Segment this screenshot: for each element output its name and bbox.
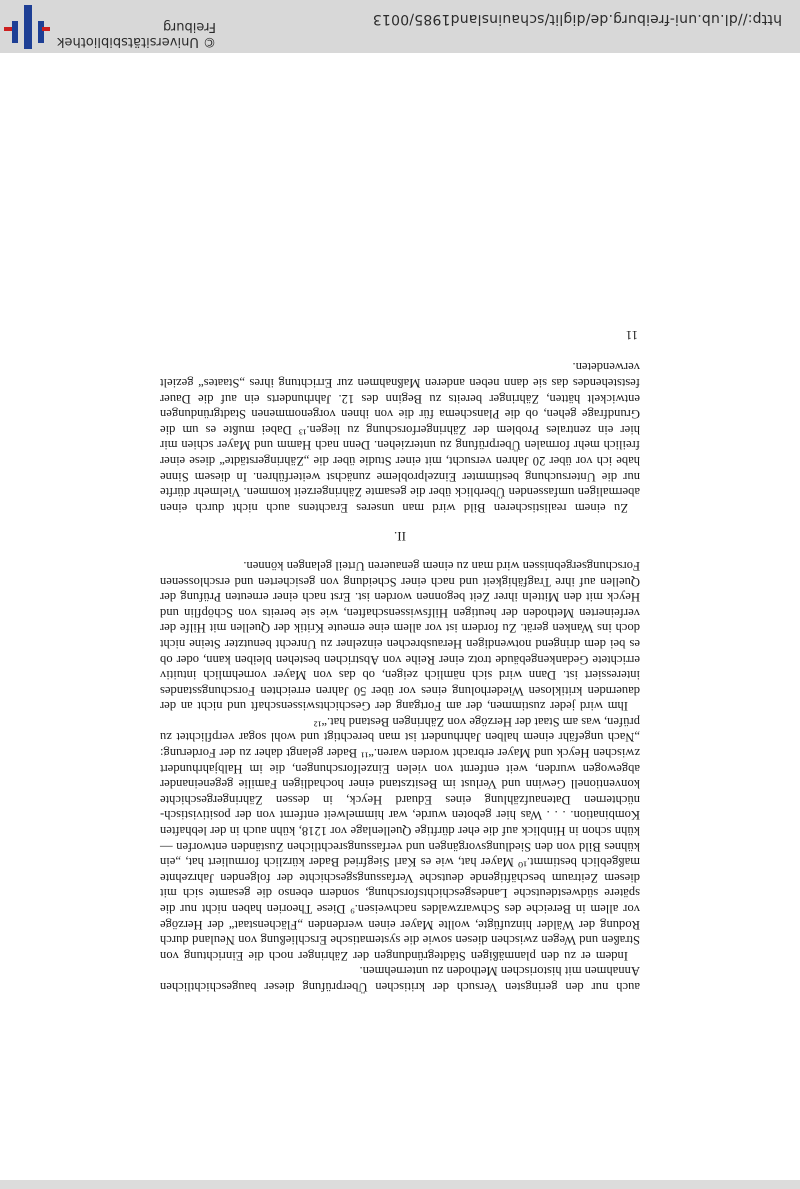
- copyright-notice: © Universitätsbibliothek Freiburg: [56, 19, 216, 49]
- permalink-url[interactable]: http://dl.ub.uni-freiburg.de/diglit/schauinsland1985/0013: [372, 11, 782, 27]
- paragraph-1: auch nur den geringsten Versuch der kritischen Überprüfung dieser baugeschichtlichen Annahmen mit historischen Methoden zu unternehmen.: [160, 964, 640, 994]
- footer-band: [0, 0, 800, 53]
- paragraph-3: Ihm wird jeder zustimmen, der am Fortgang der Geschichtswissenschaft und nicht an der dauernden kritiklosen Wiederholung eines vor über 50 Jahren erreichten Forschungsstandes interessiert ist. Dann wird sich nämlich zeigen, ob das von Mayer vornehmlich intuitiv errichtete Gedankengebäude trotz einer Reihe von Abstrichen bestehen bleiben kann, oder ob es bei dem dringend notwendigen Herausbrechen einzelner zu Unrecht benutzter Steine nicht doch ins Wanken gerät. Zu fordern ist vor allem eine erneute Kritik der Quellen mit Hilfe der verfeinerten Methoden der heutigen Hilfswissenschaften, wie sie bereits von Schöpflin und Heyck mit den Mitteln ihrer Zeit begonnen worden ist. Erst nach einer erneuten Prüfung der Quellen auf ihre Tragfähigkeit und nach einer Scheidung von gesicherten und erschlossenen Forschungsergebnissen wird man zu einem genaueren Urteil gelangen können.: [160, 558, 640, 714]
- section-heading: II.: [394, 529, 406, 545]
- document-page: [160, 326, 640, 994]
- page-number: 11: [625, 327, 638, 342]
- paragraph-2: Indem er zu den planmäßigen Städtegründungen der Zähringer noch die Einrichtung von Straßen und Wegen zwischen diesen sowie die systematische Erschließung von Neuland durch Rodung der Wälder hinzufügte, wollte Mayer einen werdenden „Flächenstaat“ der Herzöge vor allem in Bereiche des Schwarzwaldes nachweisen.⁹ Diese Theorien haben nicht nur die spätere südwestdeutsche Landesgeschichtsforschung, sondern ebenso die gesamte sich mit diesem Zeitraum beschäftigende deutsche Verfassungsgeschichte der folgenden Jahrzehnte maßgeblich bestimmt.¹⁰ Mayer hat, wie es Karl Siegfried Bader kürzlich formuliert hat, „ein kühnes Bild von den Siedlungsvorgängen und verfassungsrechtlichen Zuständen entworfen — kühn schon in Hinblick auf die eher dürftige Quellenlage vor 1218, kühn auch in der lebhaften Kombination. . . . Was hier geboten wurde, war himmelweit entfernt von der positivistisch-nüchternen Datenaufzählung eines Eduard Heyck, in dessen Zähringergeschichte konventionell Gewinn und Verlust im Besitzstand einer hochadligen Familie gegeneinander abgewogen wurden, weit entfernt von vielen Einzelforschungen, die im Halbjahrhundert zwischen Heyck und Mayer erbracht worden waren.“¹¹ Bader gelangt daher zu der Forderung: „Nach ungefähr einem halben Jahrhundert ist man berechtigt und wohl sogar verpflichtet zu prüfen, was am Staat der Herzöge von Zähringen Bestand hat.“¹²: [160, 714, 640, 963]
- scanner-edge-strip: [0, 1180, 800, 1189]
- university-library-logo-icon: [4, 5, 50, 49]
- paragraph-4: Zu einem realistischeren Bild wird man unseres Erachtens auch nicht durch einen abermaligen umfassenden Überblick über die gesamte Zähringerzeit kommen. Vielmehr dürfte nur die Untersuchung bestimmter Einzelprobleme zunächst weiterführen. In diesem Sinne habe ich vor über 20 Jahren versucht, mit einer Studie über die „Zähringerstädte“ diese einer freilich mehr formalen Überprüfung zu unterziehen. Denn nach Hamm und Mayer schien mir hier ein zentrales Problem der Zähringerforschung zu liegen.¹³ Dabei mußte es um die Grundfrage gehen, ob die Planschema für die von ihnen vorgenommenen Stadtgründungen entwickelt hätten, Zähringer bereits zu Beginn des 12. Jahrhunderts ein auf die Dauer feststehendes das sie dann neben anderen Maßnahmen zur Errichtung ihres „Staates“ gezielt verwendeten.: [160, 360, 640, 515]
